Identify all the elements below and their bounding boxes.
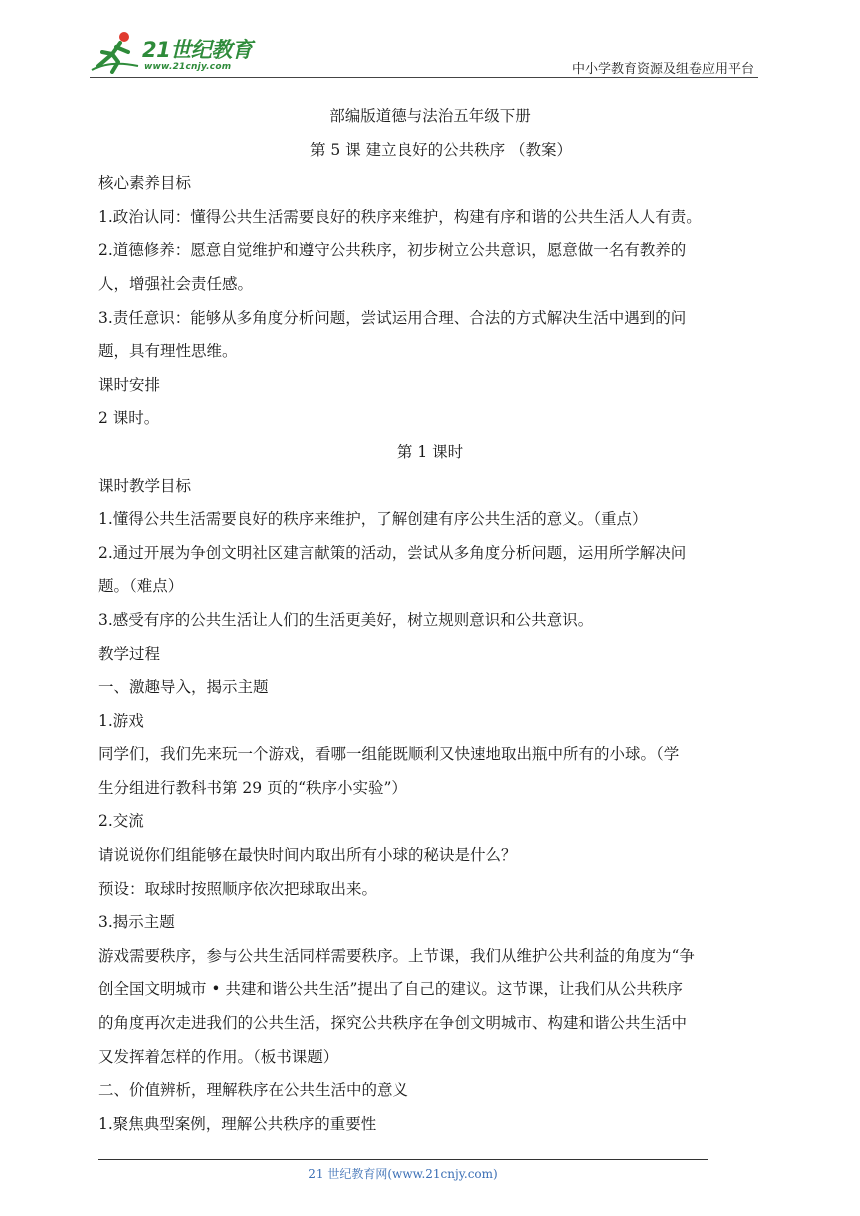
text-line: 创全国文明城市 • 共建和谐公共生活”提出了自己的建议。这节课，让我们从公共秩序 <box>98 980 683 999</box>
text-line: 3.感受有序的公共生活让人们的生活更美好，树立规则意识和公共意识。 <box>98 610 594 629</box>
text-line: 2.道德修养：愿意自觉维护和遵守公共秩序，初步树立公共意识，愿意做一名有教养的 <box>98 241 687 260</box>
document-title: 部编版道德与法治五年级下册 <box>329 107 531 125</box>
runner-logo-icon <box>90 30 142 74</box>
logo-brand: 21世纪教育 <box>142 38 253 62</box>
text-line: 人，增强社会责任感。 <box>98 274 254 293</box>
footer-text: 21 世纪教育网(www.21cnjy.com) <box>308 1167 498 1181</box>
text-line: 1.游戏 <box>98 711 144 730</box>
text-line: 题，具有理性思维。 <box>98 342 238 361</box>
text-line: 2.通过开展为争创文明社区建言献策的活动，尝试从多角度分析问题，运用所学解决问 <box>98 543 687 562</box>
document-body <box>98 100 762 1141</box>
text-line: 同学们，我们先来玩一个游戏，看哪一组能既顺利又快速地取出瓶中所有的小球。（学 <box>98 745 680 764</box>
text-line: 游戏需要秩序，参与公共生活同样需要秩序。上节课，我们从维护公共利益的角度为“争 <box>98 946 695 965</box>
text-line: 又发挥着怎样的作用。（板书课题） <box>98 1047 339 1066</box>
text-line: 课时安排 <box>98 375 161 394</box>
platform-name: 中小学教育资源及组卷应用平台 <box>571 62 754 77</box>
footer-divider <box>98 1159 708 1160</box>
text-line: 请说说你们组能够在最快时间内取出所有小球的秘诀是什么？ <box>98 846 517 865</box>
header-divider <box>90 77 758 78</box>
text-line: 生分组进行教科书第 29 页的“秩序小实验”） <box>98 778 407 797</box>
text-line: 题。（难点） <box>98 577 184 596</box>
text-line: 1.政治认同：懂得公共生活需要良好的秩序来维护，构建有序和谐的公共生活人人有责。 <box>98 207 702 226</box>
logo <box>90 28 290 78</box>
text-line: 第 1 课时 <box>396 442 464 461</box>
text-line: 3.责任意识：能够从多角度分析问题，尝试运用合理、合法的方式解决生活中遇到的问 <box>98 308 687 327</box>
text-line: 一、激趣导入，揭示主题 <box>98 678 269 697</box>
text-line: 核心素养目标 <box>98 174 192 193</box>
text-line: 的角度再次走进我们的公共生活，探究公共秩序在争创文明城市、构建和谐公共生活中 <box>98 1014 688 1033</box>
text-line: 3.揭示主题 <box>98 913 175 932</box>
text-line: 2 课时。 <box>98 409 160 428</box>
text-line: 教学过程 <box>98 644 161 663</box>
text-line: 1.懂得公共生活需要良好的秩序来维护，了解创建有序公共生活的意义。（重点） <box>98 510 648 529</box>
text-line: 2.交流 <box>98 812 144 831</box>
page-header <box>90 28 758 82</box>
text-line: 预设：取球时按照顺序依次把球取出来。 <box>98 879 378 898</box>
text-line: 1.聚焦典型案例，理解公共秩序的重要性 <box>98 1114 377 1133</box>
document-lines <box>98 167 762 1141</box>
logo-url: www.21cnjy.com <box>144 62 232 72</box>
document-subtitle: 第 5 课 建立良好的公共秩序 （教案） <box>309 140 573 159</box>
text-line: 二、价值辨析，理解秩序在公共生活中的意义 <box>98 1081 409 1100</box>
text-line: 课时教学目标 <box>98 476 192 495</box>
